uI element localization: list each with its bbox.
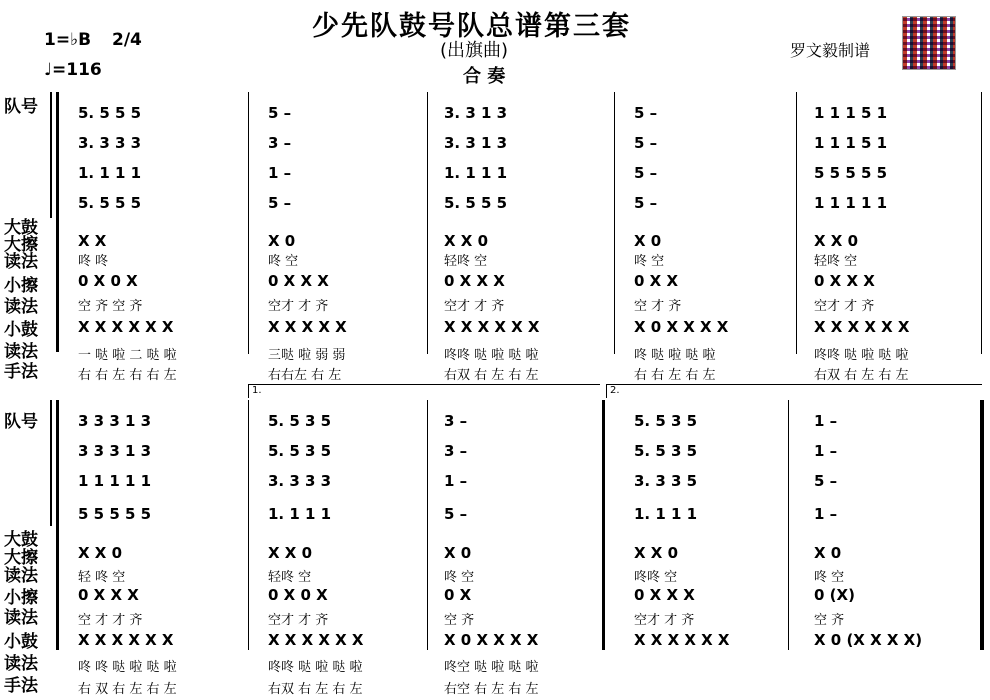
sys2-snr-measure-2: 咚咚 哒 啦 哒 啦 [268, 660, 363, 675]
composer: 罗文毅制谱 [790, 41, 871, 60]
sys2-scr-measure-3: 空 齐 [444, 613, 475, 628]
sys1-bdr-measure-5: 轻咚 空 [814, 254, 858, 269]
barline [248, 92, 249, 354]
sys2-bdr-measure-1: 轻 咚 空 [78, 570, 126, 585]
sys2-t3-measure-4: 3. 3 3 5 [634, 472, 698, 490]
sys1-sn-measure-3: X X X X X X [444, 318, 540, 336]
sys1-bdr-measure-3: 轻咚 空 [444, 254, 488, 269]
key-signature: 1=♭B [44, 30, 92, 50]
volta-second-label: 2. [610, 385, 620, 396]
sys1-bd-measure-4: X 0 [634, 232, 662, 250]
sys2-bdr-measure-5: 咚 空 [814, 570, 845, 585]
label-small-cymbal: 小擦 [4, 588, 38, 608]
sys1-t4-measure-5: 1 1 1 1 1 [814, 194, 888, 212]
subtitle: (出旗曲) [440, 40, 509, 61]
label-reading: 读法 [4, 608, 38, 628]
sys1-scr-measure-5: 空才 才 齐 [814, 299, 875, 314]
sys2-t1-measure-2: 5. 5 3 5 [268, 412, 332, 430]
sys1-snr-measure-1: 一 哒 啦 二 哒 啦 [78, 348, 177, 363]
system2-bracket [56, 400, 59, 650]
sys1-t4-measure-2: 5 – [268, 194, 292, 212]
sys2-t4-measure-3: 5 – [444, 505, 468, 523]
sys1-snr-measure-4: 咚 哒 啦 哒 啦 [634, 348, 716, 363]
sys2-t4-measure-4: 1. 1 1 1 [634, 505, 698, 523]
sys1-bdr-measure-4: 咚 空 [634, 254, 665, 269]
sys1-t1-measure-4: 5 – [634, 104, 658, 122]
sys2-sc-measure-2: 0 X 0 X [268, 586, 328, 604]
sys1-t3-measure-4: 5 – [634, 164, 658, 182]
label-hand: 手法 [4, 362, 38, 382]
sys2-t2-measure-4: 5. 5 3 5 [634, 442, 698, 460]
sys1-t2-measure-5: 1 1 1 5 1 [814, 134, 888, 152]
barline [427, 400, 428, 650]
sys1-bdr-measure-1: 咚 咚 [78, 254, 109, 269]
qr-code-image [902, 16, 956, 70]
label-bass-drum: 大鼓 [4, 218, 38, 238]
tempo-marking: ♩=116 [44, 60, 102, 80]
sys1-sc-measure-1: 0 X 0 X [78, 272, 138, 290]
sys1-t3-measure-5: 5 5 5 5 5 [814, 164, 888, 182]
sys1-sn-measure-5: X X X X X X [814, 318, 910, 336]
sys2-bd-measure-5: X 0 [814, 544, 842, 562]
label-reading: 读法 [4, 566, 38, 586]
sys1-bd-measure-3: X X 0 [444, 232, 489, 250]
volta-first-label: 1. [252, 385, 262, 396]
sys2-t3-measure-3: 1 – [444, 472, 468, 490]
sys1-sn-measure-1: X X X X X X [78, 318, 174, 336]
sys2-sn-measure-1: X X X X X X [78, 631, 174, 649]
sys1-hd-measure-3: 右双 右 左 右 左 [444, 368, 539, 383]
volta-second-left [606, 384, 607, 398]
system1-brace [50, 92, 52, 218]
sys1-t3-measure-1: 1. 1 1 1 [78, 164, 142, 182]
label-trumpet: 队号 [4, 412, 38, 432]
label-cymbal: 大擦 [4, 235, 38, 255]
sys2-hd-measure-1: 右 双 右 左 右 左 [78, 682, 177, 697]
sys2-t3-measure-2: 3. 3 3 3 [268, 472, 332, 490]
sys1-t1-measure-5: 1 1 1 5 1 [814, 104, 888, 122]
system2-brace [50, 400, 52, 526]
sys2-t4-measure-5: 1 – [814, 505, 838, 523]
sys2-hd-measure-2: 右双 右 左 右 左 [268, 682, 363, 697]
barline [796, 92, 797, 354]
page-title: 少先队鼓号队总谱第三套 [312, 11, 631, 42]
label-reading: 读法 [4, 297, 38, 317]
sys1-hd-measure-4: 右 右 左 右 左 [634, 368, 716, 383]
sys2-sc-measure-4: 0 X X X [634, 586, 695, 604]
volta-first-bracket [248, 384, 600, 385]
sys2-hd-measure-3: 右空 右 左 右 左 [444, 682, 539, 697]
sys1-t3-measure-3: 1. 1 1 1 [444, 164, 508, 182]
sys1-scr-measure-2: 空才 才 齐 [268, 299, 329, 314]
sys1-t1-measure-1: 5. 5 5 5 [78, 104, 142, 122]
sys1-snr-measure-3: 咚咚 哒 啦 哒 啦 [444, 348, 539, 363]
sys1-snr-measure-5: 咚咚 哒 啦 哒 啦 [814, 348, 909, 363]
label-trumpet: 队号 [4, 97, 38, 117]
sys2-t4-measure-1: 5 5 5 5 5 [78, 505, 152, 523]
sys2-bdr-measure-4: 咚咚 空 [634, 570, 678, 585]
sys2-t2-measure-2: 5. 5 3 5 [268, 442, 332, 460]
sys2-t2-measure-5: 1 – [814, 442, 838, 460]
time-signature: 2/4 [112, 30, 142, 50]
label-hand: 手法 [4, 676, 38, 696]
sys1-sn-measure-4: X 0 X X X X [634, 318, 729, 336]
sys2-t3-measure-5: 5 – [814, 472, 838, 490]
sys1-sn-measure-2: X X X X X [268, 318, 347, 336]
sys1-hd-measure-1: 右 右 左 右 右 左 [78, 368, 177, 383]
sys2-t1-measure-3: 3 – [444, 412, 468, 430]
sys2-t3-measure-1: 1 1 1 1 1 [78, 472, 152, 490]
sys2-sn-measure-2: X X X X X X [268, 631, 364, 649]
sys2-bd-measure-3: X 0 [444, 544, 472, 562]
label-bass-drum: 大鼓 [4, 530, 38, 550]
final-barline [980, 400, 984, 650]
sys1-snr-measure-2: 三哒 啦 弱 弱 [268, 348, 346, 363]
sys1-scr-measure-4: 空 才 齐 [634, 299, 682, 314]
label-snare: 小鼓 [4, 632, 38, 652]
sys2-bd-measure-1: X X 0 [78, 544, 123, 562]
sys2-t1-measure-1: 3 3 3 1 3 [78, 412, 152, 430]
sys2-sn-measure-5: X 0 (X X X X) [814, 631, 923, 649]
sys2-snr-measure-1: 咚 咚 哒 啦 哒 啦 [78, 660, 177, 675]
sys2-bd-measure-4: X X 0 [634, 544, 679, 562]
sys1-t2-measure-1: 3. 3 3 3 [78, 134, 142, 152]
sys1-t2-measure-4: 5 – [634, 134, 658, 152]
sys1-bd-measure-5: X X 0 [814, 232, 859, 250]
sys2-bdr-measure-3: 咚 空 [444, 570, 475, 585]
sys2-t2-measure-1: 3 3 3 1 3 [78, 442, 152, 460]
sys1-hd-measure-5: 右双 右 左 右 左 [814, 368, 909, 383]
sys2-scr-measure-2: 空才 才 齐 [268, 613, 329, 628]
sys1-t2-measure-2: 3 – [268, 134, 292, 152]
sys2-scr-measure-4: 空才 才 齐 [634, 613, 695, 628]
sys1-bd-measure-2: X 0 [268, 232, 296, 250]
sys2-sc-measure-5: 0 (X) [814, 586, 855, 604]
sys2-t2-measure-3: 3 – [444, 442, 468, 460]
sys1-scr-measure-1: 空 齐 空 齐 [78, 299, 143, 314]
repeat-barline [602, 400, 605, 650]
sys1-scr-measure-3: 空才 才 齐 [444, 299, 505, 314]
sys2-scr-measure-5: 空 齐 [814, 613, 845, 628]
sys1-t2-measure-3: 3. 3 1 3 [444, 134, 508, 152]
sys2-snr-measure-3: 咚空 哒 啦 哒 啦 [444, 660, 539, 675]
sys1-bdr-measure-2: 咚 空 [268, 254, 299, 269]
label-snare: 小鼓 [4, 320, 38, 340]
sys2-bd-measure-2: X X 0 [268, 544, 313, 562]
barline [427, 92, 428, 354]
sys2-scr-measure-1: 空 才 才 齐 [78, 613, 143, 628]
sys1-t1-measure-3: 3. 3 1 3 [444, 104, 508, 122]
sys2-sn-measure-3: X 0 X X X X [444, 631, 539, 649]
label-reading: 读法 [4, 342, 38, 362]
sys2-sn-measure-4: X X X X X X [634, 631, 730, 649]
volta-first-left [248, 384, 249, 398]
sys1-sc-measure-3: 0 X X X [444, 272, 505, 290]
label-cymbal: 大擦 [4, 548, 38, 568]
ensemble-label: 合 奏 [463, 66, 506, 87]
sys2-bdr-measure-2: 轻咚 空 [268, 570, 312, 585]
barline [981, 92, 982, 354]
sys1-t4-measure-4: 5 – [634, 194, 658, 212]
label-reading: 读法 [4, 654, 38, 674]
sys1-t3-measure-2: 1 – [268, 164, 292, 182]
sys2-sc-measure-3: 0 X [444, 586, 472, 604]
sys1-bd-measure-1: X X [78, 232, 107, 250]
label-reading: 读法 [4, 252, 38, 272]
barline [248, 400, 249, 650]
sys2-t1-measure-4: 5. 5 3 5 [634, 412, 698, 430]
system1-bracket [56, 92, 59, 352]
label-small-cymbal: 小擦 [4, 276, 38, 296]
sys1-sc-measure-4: 0 X X [634, 272, 679, 290]
sys1-sc-measure-2: 0 X X X [268, 272, 329, 290]
sys1-hd-measure-2: 右右左 右 左 [268, 368, 342, 383]
sys2-sc-measure-1: 0 X X X [78, 586, 139, 604]
sys1-t1-measure-2: 5 – [268, 104, 292, 122]
sys1-t4-measure-3: 5. 5 5 5 [444, 194, 508, 212]
sys1-t4-measure-1: 5. 5 5 5 [78, 194, 142, 212]
barline [614, 92, 615, 354]
sys1-sc-measure-5: 0 X X X [814, 272, 875, 290]
sys2-t4-measure-2: 1. 1 1 1 [268, 505, 332, 523]
volta-second-bracket [606, 384, 982, 385]
sys2-t1-measure-5: 1 – [814, 412, 838, 430]
barline [788, 400, 789, 650]
